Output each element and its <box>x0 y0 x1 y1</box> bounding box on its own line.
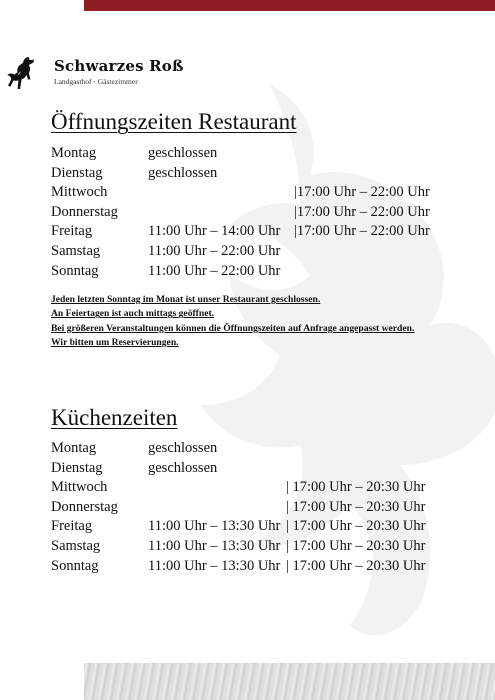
hours-midday: 11:00 Uhr – 13:30 Uhr <box>148 537 281 554</box>
hours-row <box>51 183 471 203</box>
hours-evening: | 17:00 Uhr – 20:30 Uhr <box>286 557 426 574</box>
hours-midday: geschlossen <box>148 164 218 181</box>
hours-midday: 11:00 Uhr – 14:00 Uhr <box>148 223 281 240</box>
day-label: Mittwoch <box>51 184 108 201</box>
hours-row <box>51 164 471 184</box>
restaurant-hours-table <box>51 144 471 281</box>
hours-midday: geschlossen <box>148 459 218 476</box>
brand-name: Schwarzes Roß <box>54 57 184 75</box>
note-text: Jeden letzten Sonntag im Monat ist unser Restaurant geschlossen. <box>51 294 321 305</box>
hours-midday: 11:00 Uhr – 13:30 Uhr <box>148 518 281 535</box>
day-label: Sonntag <box>51 557 99 574</box>
day-label: Samstag <box>51 537 101 554</box>
note-text: Wir bitten um Reservierungen. <box>51 337 179 349</box>
day-label: Donnerstag <box>51 498 118 515</box>
hours-row <box>51 517 471 537</box>
hours-evening: |17:00 Uhr – 22:00 Uhr <box>294 203 430 220</box>
day-label: Freitag <box>51 518 93 535</box>
hours-row <box>51 203 471 223</box>
restaurant-notes <box>51 294 461 352</box>
hours-evening: | 17:00 Uhr – 20:30 Uhr <box>286 479 426 496</box>
hours-midday: 11:00 Uhr – 22:00 Uhr <box>148 262 281 279</box>
kitchen-hours-table <box>51 439 471 576</box>
day-label: Montag <box>51 440 97 456</box>
day-label: Mittwoch <box>51 479 108 496</box>
kitchen-hours-title: Küchenzeiten <box>51 405 178 430</box>
hours-evening: | 17:00 Uhr – 20:30 Uhr <box>286 518 426 535</box>
hours-evening: | 17:00 Uhr – 20:30 Uhr <box>286 537 426 554</box>
hours-evening: | 17:00 Uhr – 20:30 Uhr <box>286 498 426 515</box>
brand-subtitle: Landgasthof · Gästezimmer <box>54 77 138 86</box>
day-label: Dienstag <box>51 164 103 181</box>
note-text: An Feiertagen ist auch mittags geöffnet. <box>51 308 215 320</box>
hours-midday: geschlossen <box>148 145 218 161</box>
rearing-horse-icon <box>4 55 36 91</box>
day-label: Montag <box>51 145 97 161</box>
day-label: Samstag <box>51 242 101 259</box>
day-label: Sonntag <box>51 262 99 279</box>
hours-row <box>51 498 471 518</box>
top-accent-bar <box>84 0 495 11</box>
logo <box>4 55 184 91</box>
hours-row <box>51 557 471 577</box>
restaurant-hours-title: Öffnungszeiten Restaurant <box>51 109 297 134</box>
note-text: Bei größeren Veranstaltungen können die Öffnungszeiten auf Anfrage angepasst werden. <box>51 322 415 334</box>
hours-row <box>51 242 471 262</box>
hours-midday: 11:00 Uhr – 22:00 Uhr <box>148 242 281 259</box>
footer-texture-band <box>84 663 495 700</box>
hours-row <box>51 459 471 479</box>
hours-row <box>51 222 471 242</box>
hours-row <box>51 478 471 498</box>
hours-evening: |17:00 Uhr – 22:00 Uhr <box>294 184 430 201</box>
day-label: Donnerstag <box>51 203 118 220</box>
hours-row <box>51 537 471 557</box>
day-label: Dienstag <box>51 459 103 476</box>
hours-evening: |17:00 Uhr – 22:00 Uhr <box>294 223 430 240</box>
hours-row <box>51 262 471 282</box>
hours-row <box>51 144 471 164</box>
hours-midday: geschlossen <box>148 440 218 456</box>
day-label: Freitag <box>51 223 93 240</box>
hours-midday: 11:00 Uhr – 13:30 Uhr <box>148 557 281 574</box>
hours-row <box>51 439 471 459</box>
